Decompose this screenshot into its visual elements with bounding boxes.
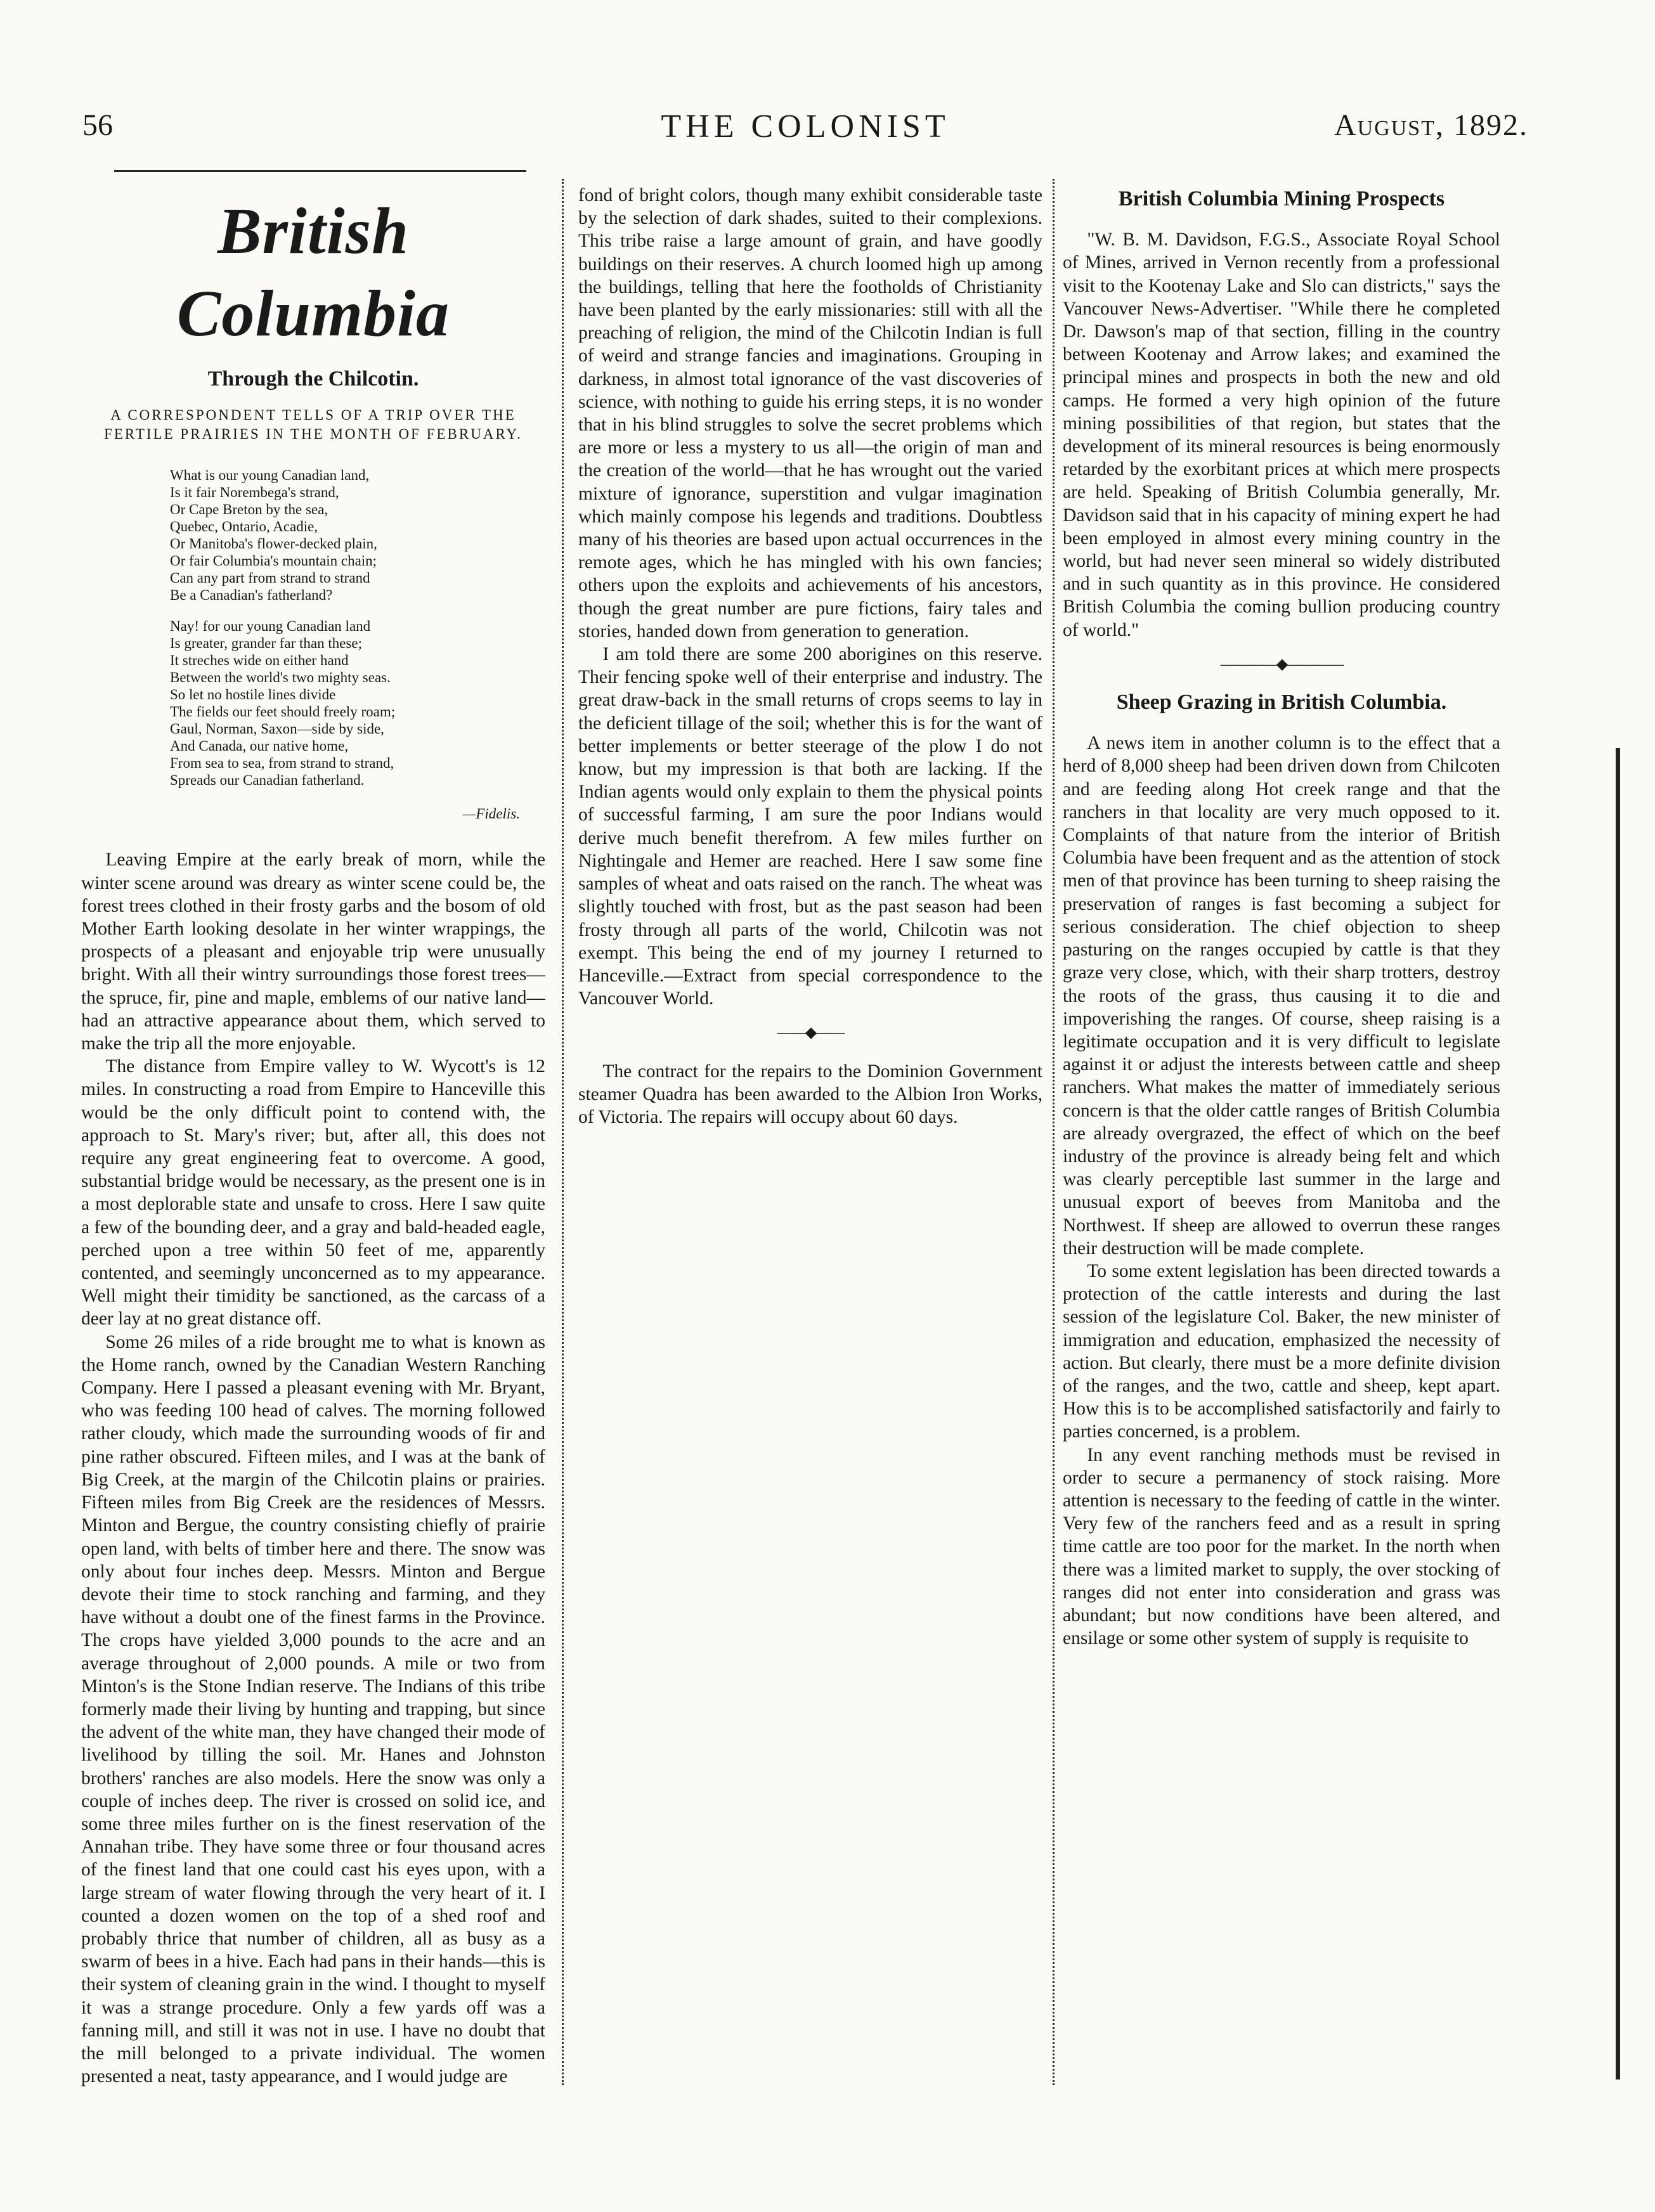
paragraph: In any event ranching methods must be revised in order to secure a permanency of stock raising. More attention is necessary to the feeding of cattle in the winter. Very few of the ranchers feed and as a result in spring time cattle are too poor for the market. In the north when there was a limited market to supply, the over stocking of ranges did not enter into consideration and grass was abundant; but now conditions have been altered, and ensilage or some other system of supply is requisite to: [1063, 1444, 1500, 1649]
article-title: Sheep Grazing in British Columbia.: [1116, 690, 1447, 715]
page-header: [82, 108, 1528, 158]
paragraph: Leaving Empire at the early break of morn, while the winter scene around was dreary as winter scene could be, the forest trees clothed in their frosty garbs and the bosom of old Mother Earth looking desolate in her winter wrappings, the prospects of a pleasant and enjoyable trip were unusually bright. With all their wintry surroundings those forest trees—the spruce, fir, pine and maple, emblems of our native land—had an attractive appearance about them, which served to make the trip all the more enjoyable.: [81, 850, 545, 1054]
poem-stanza: Nay! for our young Canadian land Is greater, grander far than these; It streches wide on either hand Between the world's two mighty seas. So let no hostile lines divide The fields our feet should freely roam; Gaul, Norman, Saxon—side by side, And Canada, our native home, From sea to sea, from strand to strand, Spreads our Canadian fatherland.: [170, 618, 396, 789]
article-deck: A CORRESPONDENT TELLS OF A TRIP OVER THE FERTILE PRAIRIES IN THE MONTH OF FEBRUARY.: [104, 407, 522, 443]
ornament-divider: ————◆————: [1220, 656, 1343, 673]
paragraph: Some 26 miles of a ride brought me to what is known as the Home ranch, owned by the Canadian Western Ranching Company. Here I passed a pleasant evening with Mr. Bryant, who was feeding 100 head of calves. The morning followed rather cloudy, which made the surrounding woods of fir and pine rather obscured. Fifteen miles, and I was at the bank of Big Creek, at the margin of the Chilcotin plains or prairies. Fifteen miles from Big Creek are the residences of Messrs. Minton and Bergue, the country consisting chiefly of prairie open land, with belts of timber here and there. The snow was only about four inches deep. Messrs. Minton and Bergue devote their time to stock ranching and farming, and they have without a doubt one of the finest farms in the Province. The crops have yielded 3,000 pounds to the acre and an average throughout of 2,000 pounds. A mile or two from Minton's is the Stone Indian reserve. The Indians of this tribe formerly made their living by hunting and trapping, but since the advent of the white man, they have changed their mode of livelihood by tilling the soil. Mr. Hanes and Johnston brothers' ranches are also models. Here the snow was only a couple of inches deep. The river is crossed on solid ice, and some three miles further on is the finest reservation of the Annahan tribe. They have some three or four thousand acres of the finest land that one could cast his eyes upon, with a large stream of water flowing through the very heart of it. I counted a dozen women on the top of a shed roof and probably thrice that number of children, all as busy as a swarm of bees in a hive. Each had pans in their hands—this is their system of cleaning grain in the wind. I thought to myself it was a strange procedure. Only a few yards off was a fanning mill, and still it was not in use. I have no doubt that the mill belonged to a private individual. The women presented a neat, tasty appearance, and I would judge are: [81, 1331, 545, 2087]
poem-signature: —Fidelis.: [462, 806, 520, 822]
paragraph: I am told there are some 200 aborigines on this reserve. Their fencing spoke well of their enterprise and industry. The great draw-back in the small returns of crops seems to lay in the deficient tillage of the soil; whether this is for the want of better implements or better steerage of the plow I do not know, but my impression is that both are lacking. If the Indian agents would only explain to them the physical points of successful farming, I am sure the poor Indians would derive much benefit therefrom. A few miles further on Nightingale and Hemer are reached. Here I saw some fine samples of wheat and oats raised on the ranch. The wheat was slightly touched with frost, but as the past season had been frosty through all parts of the world, Chilcotin was not exempt. This being the end of my journey I returned to Hanceville.—Extract from special correspondence to the Vancouver World.: [578, 644, 1042, 1009]
poem-stanza: What is our young Canadian land, Is it fair Norembega's strand, Or Cape Breton by the sea, Quebec, Ontario, Acadie, Or Manitoba's flower-decked plain, Or fair Columbia's mountain chain; Can any part from strand to strand Be a Canadian's fatherland?: [170, 467, 377, 604]
column-divider: [562, 179, 564, 2085]
paragraph: fond of bright colors, though many exhibit considerable taste by the selection of dark shades, suited to their complexions. This tribe raise a large amount of grain, and have goodly buildings on their reserves. A church loomed high up among the buildings, telling that here the footholds of Christianity have been planted by the early missionaries: still with all the preaching of religion, the mind of the Chilcotin Indian is full of weird and strange fancies and imaginations. Grouping in darkness, in almost total ignorance of the vast discoveries of science, with nothing to guide his erring steps, it is no wonder that in his blind struggles to solve the secret problems which are more or less a mystery to us all—the origin of man and the creation of the world—that he has wrought out the varied mixture of ignorance, superstition and vulgar imagination which mainly compose his legends and traditions. Doubtless many of his theories are based upon actual occurrences in the remote ages, which he has mingled with his own fancies; others upon the exploits and achievements of his ancestors, though the great number are pure fictions, fairy tales and stories, handed down from generation to generation.: [578, 185, 1042, 642]
column-3: [1063, 184, 1500, 2092]
column-2: [578, 184, 1042, 2092]
notice: The contract for the repairs to the Dominion Government steamer Quadra has been awarded to the Albion Iron Works, of Victoria. The repairs will occupy about 60 days.: [578, 1061, 1042, 1127]
paragraph: The distance from Empire valley to W. Wycott's is 12 miles. In constructing a road from Empire to Hanceville this would be the only difficult point to contend with, the approach to St. Mary's river; but, after all, this does not require any great engineering feat to overcome. A good, substantial bridge would be necessary, as the present one is in a most deplorable state and unsafe to cross. Here I saw quite a few of the bounding deer, and a gray and bald-headed eagle, perched upon a tree within 50 feet of me, apparently contented, and seemingly unconcerned as to my appearance. Well might their timidity be sanctioned, as the carcass of a deer lay at no great distance off.: [81, 1056, 545, 1329]
section-title: British Columbia: [177, 195, 450, 350]
paragraph: To some extent legislation has been directed towards a protection of the cattle interests and during the last session of the legislature Col. Baker, the new minister of immigration and education, emphasized the necessity of action. But clearly, there must be a more definite division of the ranges, and the two, cattle and sheep, kept apart. How this is to be accomplished satisfactorily and fairly to parties concerned, is a problem.: [1063, 1260, 1500, 1442]
page-number: 56: [82, 108, 113, 142]
column-divider: [1053, 179, 1055, 2085]
article-title: Through the Chilcotin.: [207, 367, 419, 391]
column-1: [81, 184, 545, 2092]
ornament-divider: ——◆——: [777, 1025, 844, 1042]
article-title: British Columbia Mining Prospects: [1118, 187, 1445, 210]
top-rule: [114, 170, 526, 172]
margin-bar: [1616, 748, 1620, 2079]
masthead: THE COLONIST: [661, 108, 950, 145]
issue-date: August, 1892.: [1334, 108, 1528, 142]
paragraph: A news item in another column is to the effect that a herd of 8,000 sheep had been driven down from Chilcoten and are feeding along Hot creek range and that the ranchers in that locality are very much opposed to it. Complaints of that nature from the interior of British Columbia have been frequent and as the attention of stock men of that province has been turning to sheep raising the preservation of ranges is fast becoming a subject for serious consideration. The chief objection to sheep pasturing on the ranges occupied by cattle is that they graze very close, which, with their sharp trotters, destroy the roots of the grass, thus causing it to die and impoverishing the ranges. Of course, sheep raising is a legitimate occupation and it is very difficult to legislate against it or adjust the interests between cattle and sheep ranchers. What makes the matter of immediately serious concern is that the older cattle ranges of British Columbia are already overgrazed, the effect of which on the beef industry of the province is already being felt and which was clearly perceptible last summer in the large and unusual export of beeves from Manitoba and the Northwest. If sheep are allowed to overrun these ranges their destruction will be made complete.: [1063, 733, 1500, 1258]
paragraph: "W. B. M. Davidson, F.G.S., Associate Royal School of Mines, arrived in Vernon recently from a professional visit to the Kootenay Lake and Slo can districts," says the Vancouver News-Advertiser. "While there he completed Dr. Dawson's map of that section, filling in the country between Kootenay and Arrow lakes; and examined the principal mines and prospects in both the new and old camps. He formed a very high opinion of the future mining possibilities of that region, but states that the development of its mineral resources is being enormously retarded by the exorbitant prices at which mere prospects are held. Speaking of British Columbia generally, Mr. Davidson said that in his capacity of mining expert he had been employed in almost every mining country in the world, but had never seen mineral so widely distributed and in such quantity as in this province. He considered British Columbia the coming bullion producing country of world.": [1063, 230, 1500, 640]
